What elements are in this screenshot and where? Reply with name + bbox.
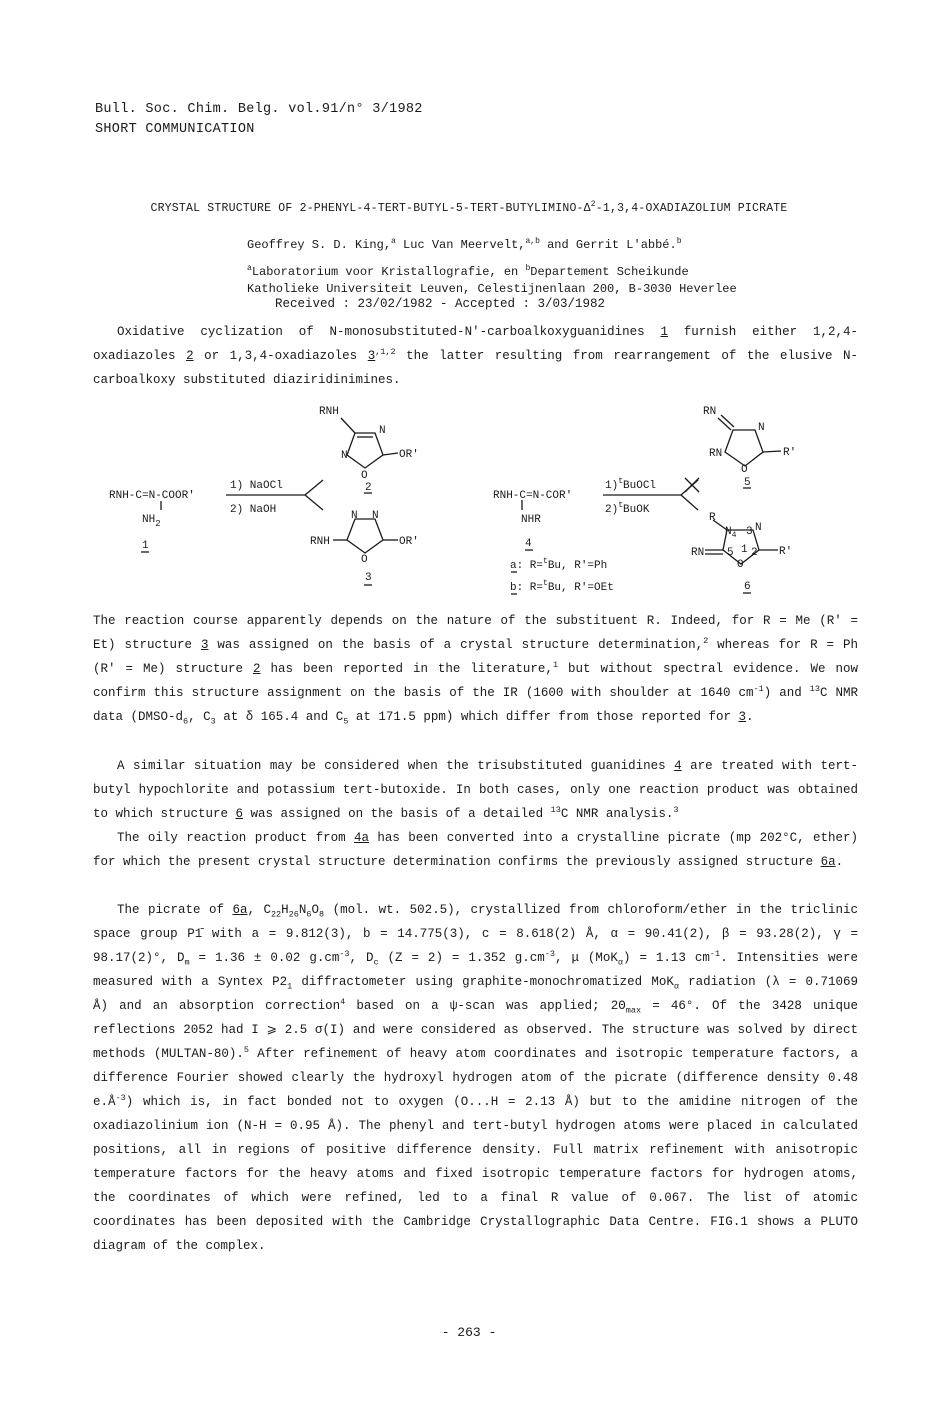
author-affiliation-mark: a,b [525, 237, 540, 246]
exponent: -1 [709, 948, 721, 959]
ring-3-rnh: RNH [310, 536, 330, 548]
isotope-mark: 13 [809, 683, 820, 694]
citation-ref: 3 [673, 804, 679, 815]
reagent-part: 1) [605, 480, 619, 492]
ring-6-r-prime: R' [779, 546, 793, 558]
text-run: diffractometer using graphite-monochromatized MoK [292, 975, 674, 989]
nh2-subscript: 2 [155, 519, 161, 529]
nh-text: NH [142, 514, 156, 526]
ring-5-rn: RN [703, 406, 717, 418]
text-run: = 46°. Of the 3428 unique reflections 2052 had I ⩾ 2.5 σ(I) and were considered as observed. The structure was solved by direct methods (MULTAN-80). [93, 999, 858, 1061]
article-title [0, 200, 938, 215]
compound-label-3: 3 [365, 572, 372, 584]
text-run: N [298, 903, 307, 917]
subscript: 5 [343, 716, 349, 727]
text-run: . [745, 710, 754, 724]
affiliation-mark: a [247, 264, 252, 273]
isotope-mark: 13 [550, 804, 561, 815]
reactant-4-formula: RNH-C=N-COR' [493, 490, 573, 502]
reagent-part: BuOK [623, 504, 650, 516]
ring-3-n-atom: N [372, 510, 379, 522]
sub-part: Bu, R'=Ph [547, 560, 608, 572]
text-run: O [311, 903, 320, 917]
reactant-1-formula: RNH-C=N-COOR' [109, 490, 195, 502]
text-run: was assigned on the basis of a crystal structure determination, [208, 638, 704, 652]
compound-ref: 4 [674, 759, 682, 773]
exponent: -3 [339, 948, 350, 959]
text-run: C NMR analysis. [560, 807, 674, 821]
reagent-tbuocl [605, 477, 656, 492]
text-run: , D [349, 951, 374, 965]
text-run: After refinement of heavy atom coordinates and isotropic temperature factors, a difference Fourier showed clearly the hydroxyl hydrogen atom of the picrate (difference density 0.48 e.Å [93, 1047, 858, 1109]
compound-label-5: 5 [744, 477, 751, 489]
reagent-step-1: 1) NaOCl [230, 480, 283, 492]
ring-5-r-prime: R' [783, 447, 797, 459]
sub-part: a: R= [510, 560, 544, 572]
paragraph-3 [93, 754, 858, 826]
page-number: - 263 - [441, 1325, 497, 1340]
affiliation-dept: Departement Scheikunde [530, 265, 689, 279]
text-run: was assigned on the basis of a detailed [243, 807, 551, 821]
text-run: H [281, 903, 289, 917]
affiliation-line-2: Katholieke Universiteit Leuven, Celestijnenlaan 200, B-3030 Heverlee [247, 282, 737, 296]
paragraph-1 [93, 320, 858, 392]
subscript: 8 [319, 909, 325, 920]
reaction-scheme [93, 400, 863, 610]
subscript: 3 [210, 716, 216, 727]
text-run: Oxidative cyclization of N-monosubstituted-N'-carboalkoxyguanidines [117, 325, 661, 339]
compound-ref: 6a [232, 903, 248, 917]
compound-ref: 4a [354, 831, 370, 845]
paragraph-2 [93, 609, 858, 729]
text-run: . Intensities were measured with a Syntex P2 [93, 951, 858, 989]
text-run: radiation (λ = 0.71069 Å) and an absorption correction [93, 975, 859, 1013]
compound-ref: 2 [252, 662, 261, 676]
affiliation-lab: Laboratorium voor Kristallografie, en [251, 265, 526, 279]
subscript: α [617, 957, 624, 968]
ring-6-n-atom: N [755, 522, 762, 534]
compound-ref: 6 [235, 807, 244, 821]
text-run: at 171.5 ppm) which differ from those reported for [348, 710, 739, 724]
reagent-step-2: 2) NaOH [230, 504, 277, 516]
substituent-b [510, 579, 614, 594]
subscript: c [373, 957, 379, 968]
sub-part: Bu, R'=OEt [547, 582, 614, 594]
author-labbe: and Gerrit L'abbé. [547, 238, 677, 252]
ring-2-or-group: OR' [399, 449, 419, 461]
text-run: , μ (MoK [555, 951, 618, 965]
ring-6-position-2: 2 [751, 547, 758, 559]
reagent-part: 2) [605, 504, 619, 516]
affiliation-line-1 [247, 260, 737, 281]
author-list [247, 233, 682, 254]
text-run: ) = 1.13 cm [623, 951, 710, 965]
ring-2-n-atom: N [379, 425, 386, 437]
citation-ref: 1 [552, 659, 559, 670]
compound-ref: 2 [186, 349, 194, 363]
sub-sup: t [543, 557, 548, 566]
compound-label-4: 4 [525, 538, 532, 550]
compound-ref: 6a [820, 855, 836, 869]
received-dates: Received : 23/02/1982 - Accepted : 3/03/1982 [274, 297, 606, 311]
text-run: A similar situation may be considered when the trisubstituted guanidines [117, 759, 675, 773]
ring-3-o-atom: O [361, 554, 368, 566]
text-run: or 1,3,4-oxadiazoles [193, 349, 368, 363]
compound-ref: 1 [660, 325, 668, 339]
text-run: The picrate of [117, 903, 233, 917]
text-run: the latter resulting from rearrangement of the elusive N-carboalkoxy substituted diaziridinimines. [93, 349, 859, 387]
paragraph-5 [93, 898, 858, 1258]
author-van-meervelt: Luc Van Meervelt, [403, 238, 526, 252]
exponent: -3 [115, 1092, 126, 1103]
reactant-1-nh2 [142, 514, 161, 529]
subscript: α [673, 981, 679, 992]
ring-2-n-atom: N [341, 450, 348, 462]
reagent-tbuok [605, 501, 650, 516]
subscript: 1 [287, 981, 293, 992]
text-run: has been reported in the literature, [260, 662, 553, 676]
ring-position: 4 [731, 531, 737, 540]
ring-5-rn-ring: RN [709, 448, 723, 460]
ring-6-o-atom: O [737, 559, 744, 571]
reagent-sup: t [618, 501, 624, 510]
exponent: -3 [544, 948, 555, 959]
subscript: 6 [183, 716, 189, 727]
citation-ref: 4 [340, 996, 346, 1007]
reactant-4-nhr: NHR [521, 514, 541, 526]
journal-header [95, 100, 423, 140]
text-run: at δ 165.4 and C [215, 710, 344, 724]
subscript: max [625, 1005, 642, 1016]
ring-2-o-atom: O [361, 470, 368, 482]
author-affiliation-mark: b [676, 237, 682, 246]
ring-6-r: R [709, 512, 716, 524]
compound-ref: 3 [200, 638, 209, 652]
ring-5-n-atom: N [758, 422, 765, 434]
subscript: 26 [288, 909, 299, 920]
ring-6-n4 [725, 526, 737, 540]
sub-sup: t [543, 579, 548, 588]
exponent: -1 [753, 683, 764, 694]
text-run: whereas for R = Ph (R' = Me) structure [93, 638, 859, 676]
ring-5-o-atom: O [741, 464, 748, 476]
journal-citation: Bull. Soc. Chim. Belg. vol.91/n° 3/1982 [95, 102, 423, 117]
subscript: 22 [270, 909, 282, 920]
text-run: ) and [763, 686, 810, 700]
text-run: C NMR data (DMSO-d [93, 686, 858, 724]
text-run: The reaction course apparently depends on the nature of the substituent R. Indeed, for R = Me (R' = Et) structure [93, 614, 858, 652]
ring-6-position-1: 1 [741, 544, 748, 556]
text-run: furnish either 1,2,4-oxadiazoles [93, 325, 858, 363]
title-part: CRYSTAL STRUCTURE OF 2-PHENYL-4-TERT-BUTYL-5-TERT-BUTYLIMINO-Δ [150, 201, 591, 215]
text-run: . [835, 855, 844, 869]
text-run: are treated with tert-butyl hypochlorite and potassium tert-butoxide. In both cases, only one reaction product was obtained to which structure [93, 759, 859, 821]
paragraph-4 [93, 826, 858, 874]
n-atom: N [725, 526, 732, 538]
ring-6-position-5: 5 [727, 547, 734, 559]
text-run: (mol. wt. 502.5), crystallized from chloroform/ether in the triclinic space group P1̄ with a = 9.812(3), b = 14.775(3), c = 8.618(2) Å, α = 90.41(2), β = 93.28(2), γ = 98.17(2)°, D [93, 903, 858, 965]
ring-2-rnh: RNH [319, 406, 339, 418]
text-run: has been converted into a crystalline picrate (mp 202°C, ether) for which the present crystal structure determination confirms the previously assigned structure [93, 831, 858, 869]
ring-3-or-group: OR' [399, 536, 419, 548]
text-run: , C [247, 903, 271, 917]
reagent-part: BuOCl [623, 480, 657, 492]
sub-part: b: R= [510, 582, 544, 594]
author-king: Geoffrey S. D. King, [247, 238, 392, 252]
author-affiliation-mark: a [391, 237, 396, 246]
substituent-a [510, 557, 607, 572]
text-run: (Z = 2) = 1.352 g.cm [378, 951, 545, 965]
compound-ref: 3 [738, 710, 746, 724]
text-run: The oily reaction product from [117, 831, 354, 845]
text-run: based on a ψ-scan was applied; 2Θ [345, 999, 626, 1013]
subscript: m [184, 957, 190, 968]
title-part: -1,3,4-OXADIAZOLIUM PICRATE [595, 201, 788, 215]
text-run: = 1.36 ± 0.02 g.cm [189, 951, 340, 965]
affiliation-mark: b [525, 264, 531, 273]
section-label: SHORT COMMUNICATION [95, 122, 255, 137]
compound-ref: 3 [367, 349, 376, 363]
ring-3-n-atom: N [351, 510, 358, 522]
affiliations [247, 260, 737, 298]
text-run: ) which is, in fact bonded not to oxygen (O...H = 2.13 Å) but to the amidine nitrogen of the oxadiazolinium ion (N-H = 0.95 Å). The phenyl and tert-butyl hydrogen atoms were placed in calculated positions, all in regions of positive difference density. Full matrix refinement with anisotropic temperature factors for the heavy atoms and fixed isotropic temperature factors for hydrogen atoms, the coordinates of which were refined, led to a final R value of 0.067. The list of atomic coordinates has been deposited with the Cambridge Crystallographic Data Centre. FIG.1 shows a PLUTO diagram of the complex. [93, 1095, 858, 1253]
title-superscript: 2 [590, 200, 596, 209]
subscript: 6 [306, 909, 312, 920]
compound-label-2: 2 [365, 482, 372, 494]
text-run: but without spectral evidence. We now confirm this structure assignment on the basis of the IR (1600 with shoulder at 1640 cm [93, 662, 858, 700]
ring-6-rn: RN [691, 547, 705, 559]
ring-6-position-3: 3 [746, 526, 753, 538]
reagent-sup: t [618, 477, 624, 486]
compound-label-6: 6 [744, 581, 751, 593]
citation-ref: 5 [243, 1044, 249, 1055]
citation-ref: 2 [703, 635, 709, 646]
text-run: , C [188, 710, 211, 724]
compound-label-1: 1 [142, 540, 149, 552]
citation-ref: ,1,2 [375, 346, 396, 357]
